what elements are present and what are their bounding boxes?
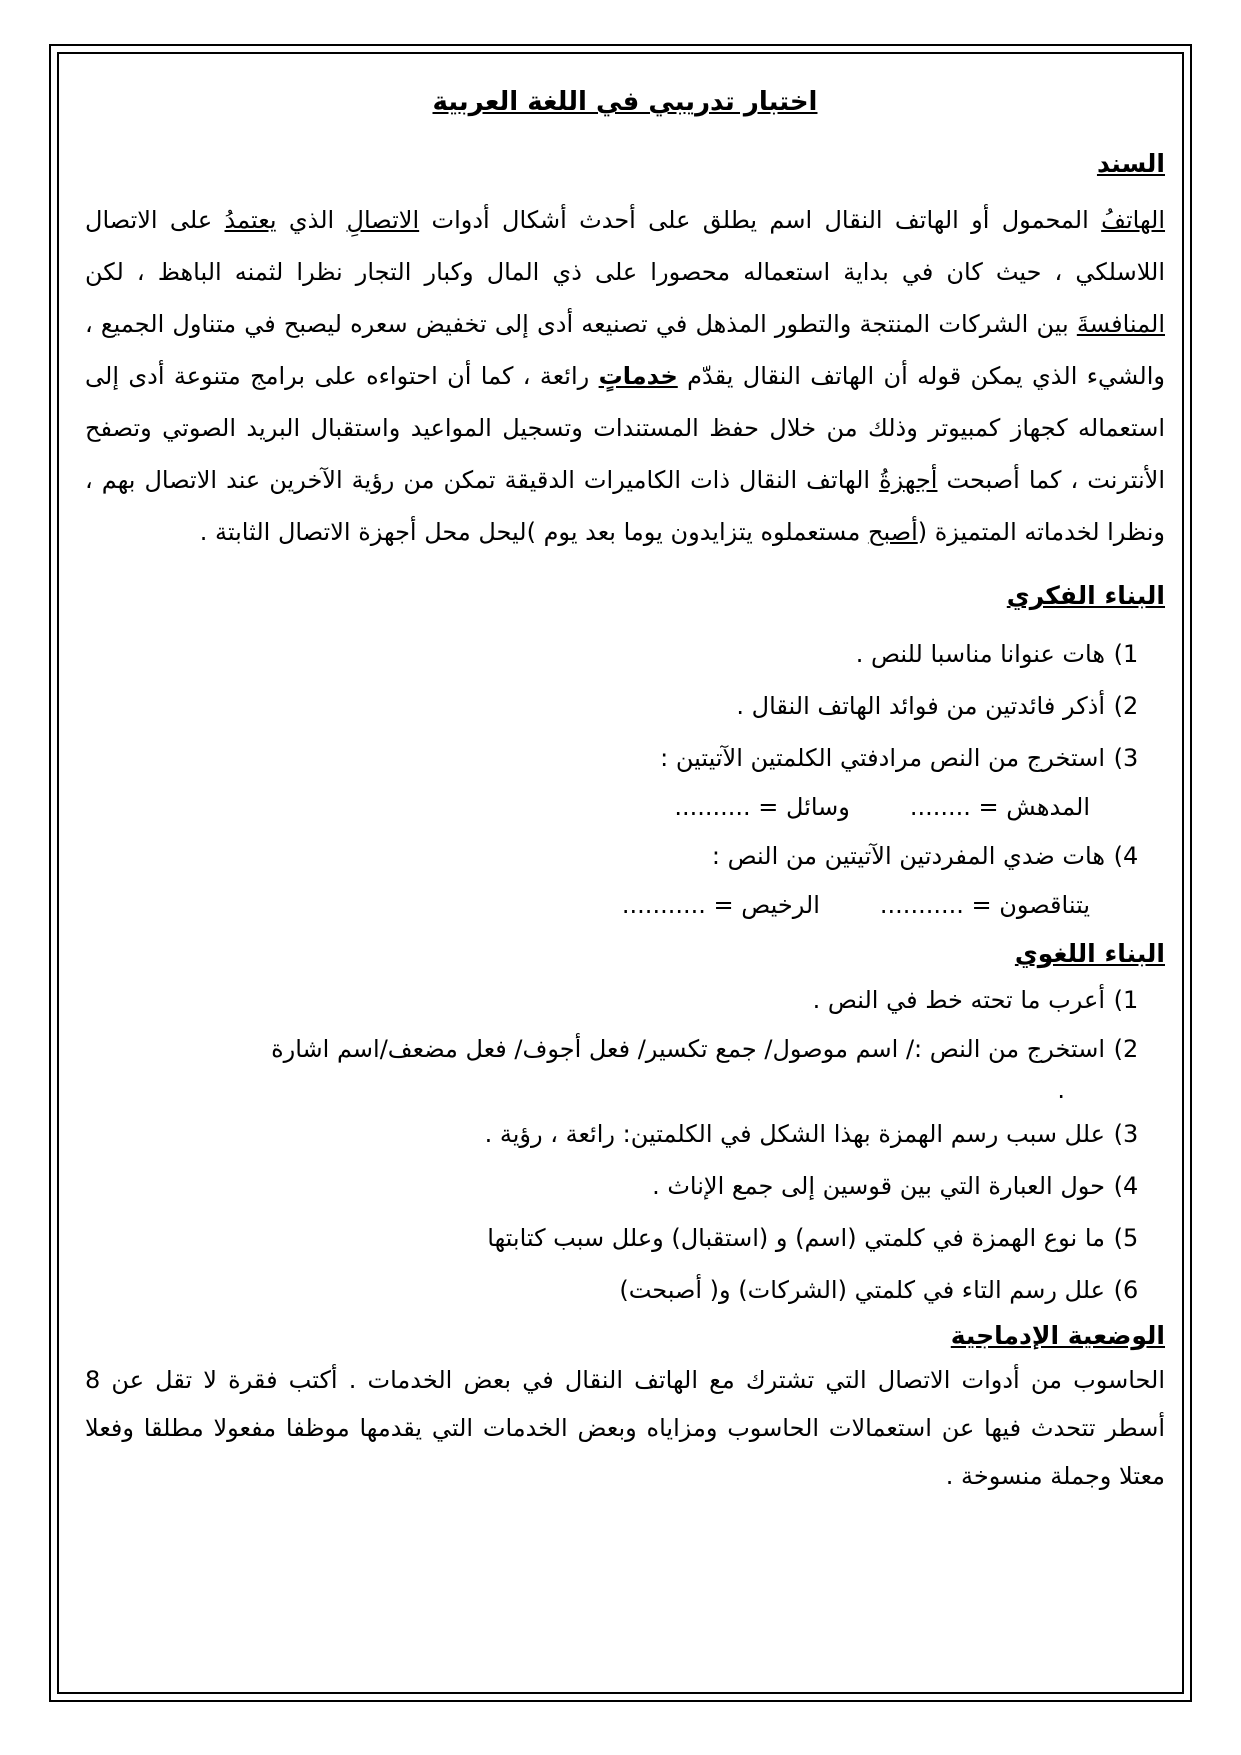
- text-run: الذي: [276, 206, 347, 234]
- item-text: هات ضدي المفردتين الآتيتين من النص :: [711, 842, 1105, 870]
- antonyms-blanks: [85, 882, 1165, 928]
- item-text: استخرج من النص مرادفتي الكلمتين الآتيتين :: [660, 744, 1105, 772]
- item-text: استخرج من النص :/ اسم موصول/ جمع تكسير/ فعل أجوف/ فعل مضعف/اسم اشارة: [271, 1035, 1105, 1063]
- item-text: أعرب ما تحته خط في النص .: [812, 986, 1105, 1014]
- synonym-blank-1: المدهش = ........: [909, 793, 1090, 821]
- lughawi-questions: [85, 974, 1165, 1316]
- item-text: علل رسم التاء في كلمتي (الشركات) و( أصبحت): [619, 1276, 1105, 1304]
- text-run: مستعملوه يتزايدون يوما بعد يوم )ليحل محل أجهزة الاتصال الثابتة .: [199, 518, 868, 546]
- item-number: 5): [1113, 1224, 1139, 1252]
- item-number: 1): [1113, 640, 1139, 668]
- underlined-word: خدماتٍ: [598, 362, 678, 390]
- list-item: [85, 732, 1147, 784]
- text-run: الهاتف النقال ذات الكاميرات الدقيقة تمكن من رؤية الآخرين عند الاتصال بهم ، ونظرا لخدماته المتميزة (: [85, 466, 1165, 546]
- list-item: [85, 628, 1147, 680]
- underlined-word: أجهزةُ: [879, 466, 938, 494]
- text-run: على الاتصال اللاسلكي ، حيث كان في بداية استعماله محصورا على ذي المال وكبار التجار نظرا لثمنه الباهظ ، لكن: [85, 206, 1165, 286]
- underlined-word: يعتمدُ: [224, 206, 277, 234]
- list-item: [85, 1026, 1147, 1072]
- item-text: .: [1057, 1076, 1065, 1104]
- underlined-word: الهاتفُ: [1101, 206, 1166, 234]
- text-run: رائعة ، كما أن احتواءه على برامج متنوعة أدى إلى استعماله كجهاز كمبيوتر وذلك من خلال حفظ المستندات وتسجيل المواعيد واستقبال البريد الصوتي وتصفح الأنترنت ، كما أصبحت: [85, 362, 1165, 494]
- list-item: [85, 1072, 1147, 1108]
- underlined-word: الاتصالِ: [346, 206, 420, 234]
- fikri-heading: البناء الفكري: [1006, 581, 1165, 610]
- item-number: 3): [1113, 744, 1139, 772]
- list-item: [85, 1212, 1147, 1264]
- fikri-questions: [85, 628, 1165, 784]
- idmaj-heading: الوضعية الإدماجية: [950, 1321, 1165, 1350]
- sanad-heading: السند: [1096, 149, 1165, 178]
- idmaj-text: الحاسوب من أدوات الاتصال التي تشترك مع الهاتف النقال في بعض الخدمات . أكتب فقرة لا تقل عن 8 أسطر تتحدث فيها عن استعمالات الحاسوب ومزاياه وبعض الخدمات التي يقدمها موظفا مفعولا مطلقا وفعلا معتلا وجملة منسوخة .: [85, 1366, 1165, 1490]
- underlined-word: المنافسةَ: [1076, 310, 1165, 338]
- text-run: بين الشركات المنتجة والتطور المذهل في تصنيعه أدى إلى تخفيض سعره ليصبح في متناول الجميع ، والشيء الذي يمكن قوله أن الهاتف النقال يقدّم: [85, 310, 1165, 390]
- item-number: 3): [1113, 1120, 1139, 1148]
- item-number: [1065, 1072, 1107, 1108]
- antonym-blank-1: يتناقصون = ...........: [879, 891, 1090, 919]
- list-item: [85, 974, 1147, 1026]
- exam-page: [85, 70, 1165, 1500]
- exam-title: اختبار تدريبي في اللغة العربية: [432, 87, 818, 117]
- item-number: 2): [1113, 1035, 1139, 1063]
- item-number: 4): [1113, 1172, 1139, 1200]
- list-item: [85, 1264, 1147, 1316]
- list-item: [85, 830, 1147, 882]
- item-number: 2): [1113, 692, 1139, 720]
- item-text: ما نوع الهمزة في كلمتي (اسم) و (استقبال) وعلل سبب كتابتها: [487, 1224, 1105, 1252]
- item-text: أذكر فائدتين من فوائد الهاتف النقال .: [736, 692, 1105, 720]
- synonyms-blanks: [85, 784, 1165, 830]
- text-run: المحمول أو الهاتف النقال اسم يطلق على أحدث أشكال أدوات: [419, 206, 1102, 234]
- fikri-questions-2: [85, 830, 1165, 882]
- antonym-blank-2: الرخيص = ...........: [621, 891, 820, 919]
- item-number: 1): [1113, 986, 1139, 1014]
- synonym-blank-2: وسائل = ..........: [674, 793, 850, 821]
- lughawi-heading: البناء اللغوي: [1014, 939, 1165, 968]
- item-number: 6): [1113, 1276, 1139, 1304]
- sanad-text: [85, 194, 1165, 558]
- item-text: هات عنوانا مناسبا للنص .: [855, 640, 1105, 668]
- list-item: [85, 680, 1147, 732]
- item-text: حول العبارة التي بين قوسين إلى جمع الإناث .: [652, 1172, 1105, 1200]
- item-number: 4): [1113, 842, 1139, 870]
- list-item: [85, 1108, 1147, 1160]
- item-text: علل سبب رسم الهمزة بهذا الشكل في الكلمتين: رائعة ، رؤية .: [484, 1120, 1105, 1148]
- underlined-word: أصبح: [867, 518, 918, 546]
- list-item: [85, 1160, 1147, 1212]
